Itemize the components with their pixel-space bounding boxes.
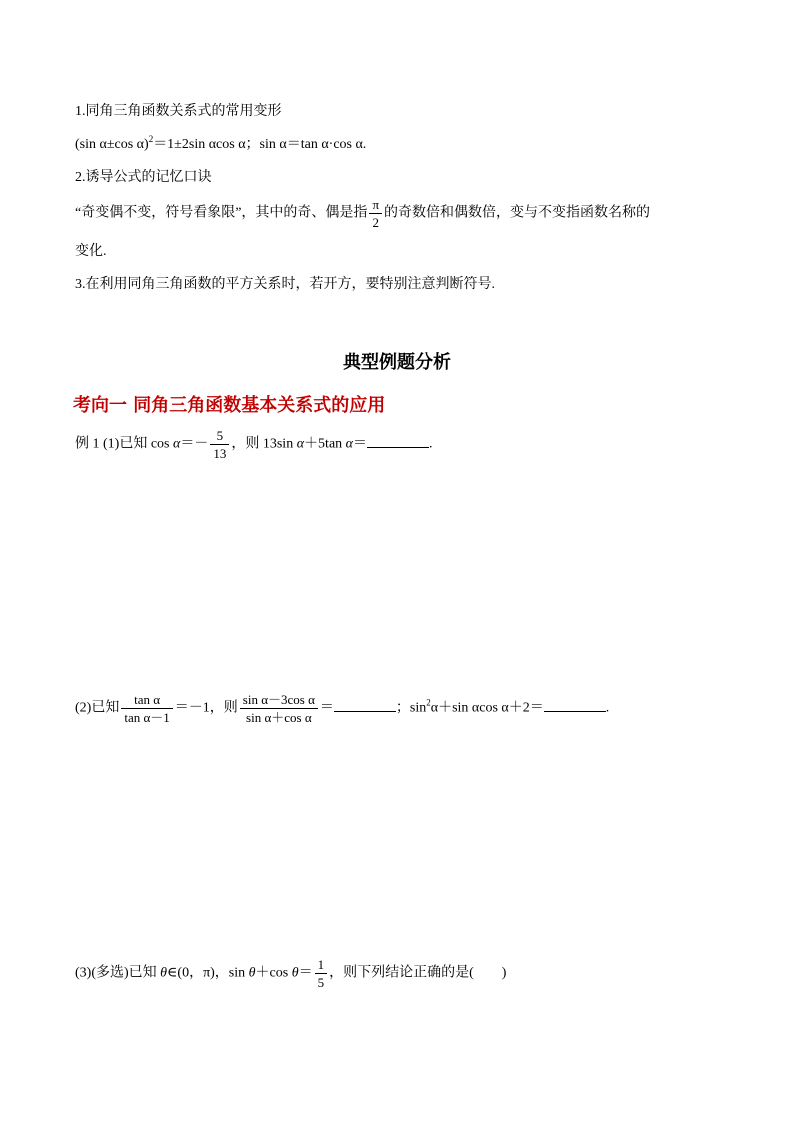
ex2-text-d: ；sin (395, 700, 427, 716)
fraction-numerator: tan α (134, 692, 161, 707)
alpha-symbol: α (173, 436, 181, 452)
ex3-text-d: ＝ (298, 965, 313, 981)
alpha-symbol: α (345, 436, 354, 452)
fraction-denominator: 5 (315, 973, 328, 991)
tip2-continuation: 变化. (75, 244, 107, 259)
ex1-text-a: 例 1 (1)已知 cos (75, 436, 173, 452)
ex1-end: . (429, 436, 433, 452)
fraction-denominator: 2 (369, 213, 382, 231)
ex3-text-c: ＋cos (255, 965, 292, 981)
tip1-title: 1.同角三角函数关系式的常用变形 (75, 104, 282, 119)
fraction-denominator: sin α＋cos α (240, 708, 318, 726)
tip3: 3.在利用同角三角函数的平方关系时，若开方，要特别注意判断符号. (75, 277, 495, 292)
example-1-question-2 (75, 691, 609, 726)
theta-symbol: θ (160, 965, 168, 981)
fraction-numerator: π (372, 197, 380, 212)
ex3-text-a: (3)(多选)已知 (75, 965, 161, 981)
ex1-text-d: ＝ (353, 436, 368, 452)
topic-heading: 考向一 同角三角函数基本关系式的应用 (73, 395, 386, 416)
sin-cos-ratio-fraction (240, 691, 318, 726)
ex2-text-a: (2)已知 (75, 700, 120, 716)
tip2-text (75, 196, 650, 231)
fraction-numerator: 1 (317, 957, 325, 972)
tan-ratio-fraction (121, 691, 172, 726)
example-1-question-3 (75, 956, 506, 991)
tip1-formula-part-a: (sin α±cos α) (75, 137, 149, 152)
tip2-text-b: 的奇数倍和偶数倍，变与不变指函数名称的 (384, 205, 651, 221)
tip1-formula-exponent: 2 (148, 134, 154, 144)
tip1-formula-part-b: ＝1±2sin αcos α；sin α＝tan α·cos α. (153, 137, 367, 152)
section-title: 典型例题分析 (343, 352, 451, 373)
ex2-end: . (605, 700, 610, 716)
ex1-eq: ＝－ (180, 436, 209, 452)
ex1-text-c: ＋5tan (304, 436, 346, 452)
ex3-text-b: ∈(0，π)，sin (167, 965, 249, 981)
example-1-question-1 (75, 427, 433, 462)
fraction-numerator: 5 (216, 428, 224, 443)
fraction-denominator: 13 (210, 444, 229, 462)
ex2-text-b: ＝－1，则 (174, 700, 238, 716)
one-fifth-fraction (315, 956, 328, 991)
fraction-denominator: tan α－1 (121, 708, 172, 726)
fraction-numerator: sin α－3cos α (242, 692, 315, 707)
pi-over-2-fraction (369, 196, 382, 231)
five-thirteenths-fraction (210, 427, 229, 462)
ex1-text-b: ，则 13sin (231, 436, 297, 452)
tip1-formula (75, 133, 366, 153)
ex3-text-e: ，则下列结论正确的是( ) (329, 965, 507, 981)
answer-blank[interactable] (544, 701, 606, 712)
tip2-text-a: “奇变偶不变，符号看象限”，其中的奇、偶是指 (75, 205, 368, 221)
square-exponent: 2 (426, 697, 431, 708)
tip2-title: 2.诱导公式的记忆口诀 (75, 170, 212, 185)
ex2-text-c: ＝ (319, 700, 334, 716)
answer-blank[interactable] (367, 437, 429, 448)
theta-symbol: θ (291, 965, 299, 981)
alpha-symbol: α (296, 436, 305, 452)
theta-symbol: θ (248, 965, 256, 981)
ex2-text-e: α＋sin αcos α＋2＝ (430, 700, 544, 716)
answer-blank[interactable] (334, 701, 396, 712)
